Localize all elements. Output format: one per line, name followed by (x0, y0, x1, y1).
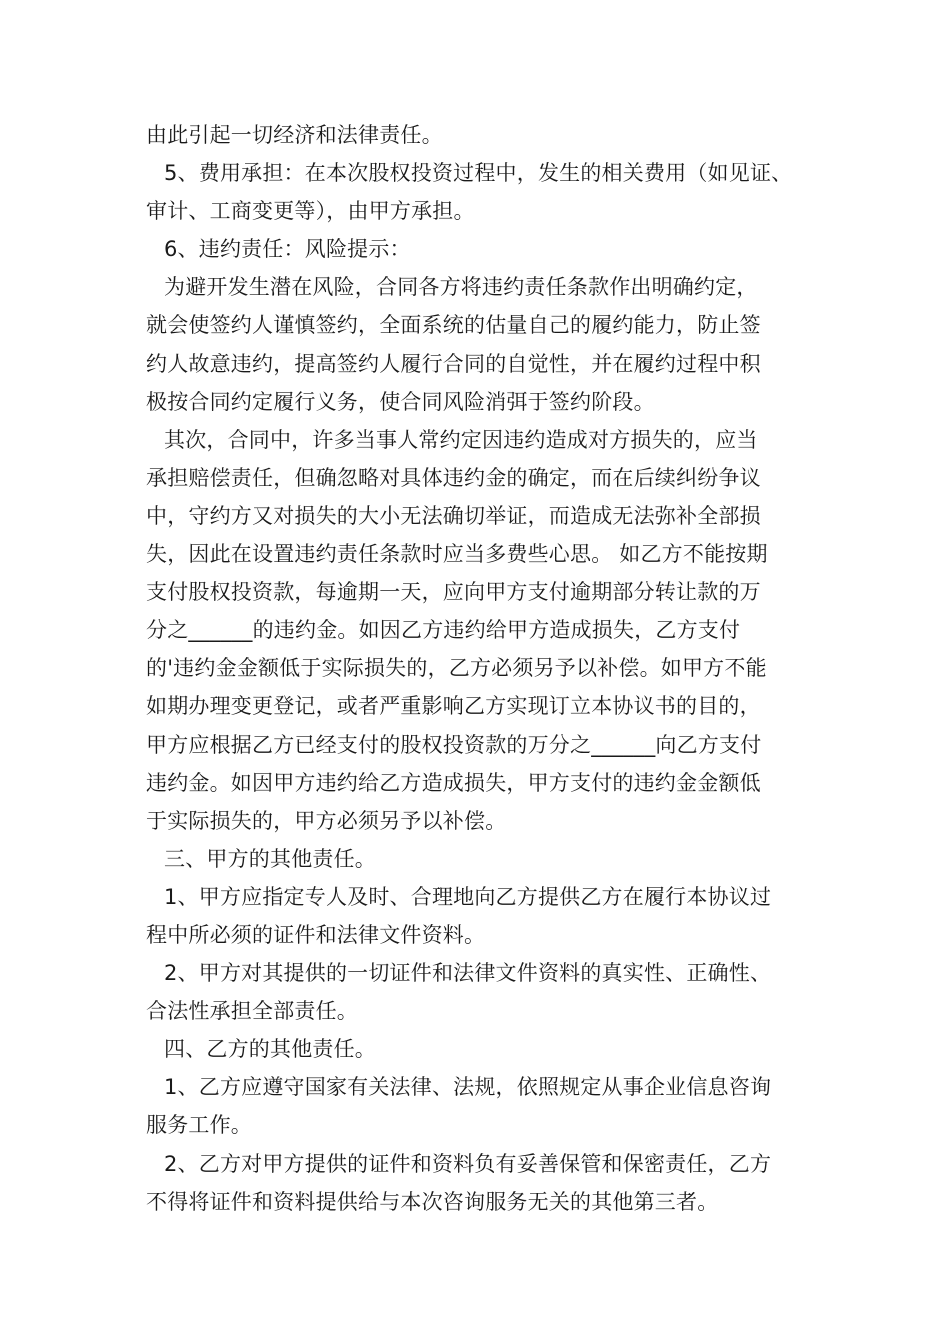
paragraph-line: 2、甲方对其提供的一切证件和法律文件资料的真实性、正确性、 (164, 961, 772, 986)
paragraph-line: 合法性承担全部责任。 (146, 999, 358, 1024)
paragraph-line: 分之______的违约金。如因乙方违约给甲方造成损失，乙方支付 (146, 618, 741, 643)
paragraph-line: 违约金。如因甲方违约给乙方造成损失，甲方支付的违约金金额低 (146, 770, 761, 795)
paragraph-line: 如期办理变更登记，或者严重影响乙方实现订立本协议书的目的， (146, 694, 761, 719)
document-body (146, 116, 816, 1221)
section-heading-4: 四、乙方的其他责任。 (164, 1037, 376, 1062)
paragraph-line: 1、乙方应遵守国家有关法律、法规，依照规定从事企业信息咨询 (164, 1075, 772, 1100)
clause-5-line: 5、费用承担：在本次股权投资过程中，发生的相关费用（如见证、 (164, 161, 793, 186)
paragraph-line: 服务工作。 (146, 1113, 252, 1138)
paragraph-line: 2、乙方对甲方提供的证件和资料负有妥善保管和保密责任，乙方 (164, 1151, 772, 1176)
paragraph-line: 审计、工商变更等），由甲方承担。 (146, 199, 475, 224)
paragraph-line: 程中所必须的证件和法律文件资料。 (146, 922, 486, 947)
paragraph-line: 1、甲方应指定专人及时、合理地向乙方提供乙方在履行本协议过 (164, 884, 772, 909)
paragraph-line: 极按合同约定履行义务，使合同风险消弭于签约阶段。 (146, 389, 655, 414)
section-heading-3: 三、甲方的其他责任。 (164, 846, 376, 871)
paragraph-line: 中，守约方又对损失的大小无法确切举证，而造成无法弥补全部损 (146, 503, 761, 528)
paragraph-line: 失，因此在设置违约责任条款时应当多费些心思。 如乙方不能按期 (146, 542, 768, 567)
clause-6-line: 6、违约责任：风险提示： (164, 237, 411, 262)
paragraph-line: 约人故意违约，提高签约人履行合同的自觉性，并在履约过程中积 (146, 351, 761, 376)
paragraph-line: 承担赔偿责任，但确忽略对具体违约金的确定，而在后续纠纷争议 (146, 465, 761, 490)
paragraph-line: 于实际损失的，甲方必须另予以补偿。 (146, 808, 507, 833)
paragraph-line: 的'违约金金额低于实际损失的，乙方必须另予以补偿。如甲方不能 (146, 656, 767, 681)
risk-note-line: 为避开发生潜在风险，合同各方将违约责任条款作出明确约定， (164, 275, 758, 300)
paragraph-line: 支付股权投资款，每逾期一天，应向甲方支付逾期部分转让款的万 (146, 580, 761, 605)
paragraph-line: 由此引起一切经济和法律责任。 (146, 123, 443, 147)
paragraph-line: 甲方应根据乙方已经支付的股权投资款的万分之______向乙方支付 (146, 732, 762, 757)
paragraph-line: 其次，合同中，许多当事人常约定因违约造成对方损失的，应当 (164, 427, 758, 452)
paragraph-line: 就会使签约人谨慎签约，全面系统的估量自己的履约能力，防止签 (146, 313, 761, 338)
paragraph-line: 不得将证件和资料提供给与本次咨询服务无关的其他第三者。 (146, 1189, 719, 1214)
